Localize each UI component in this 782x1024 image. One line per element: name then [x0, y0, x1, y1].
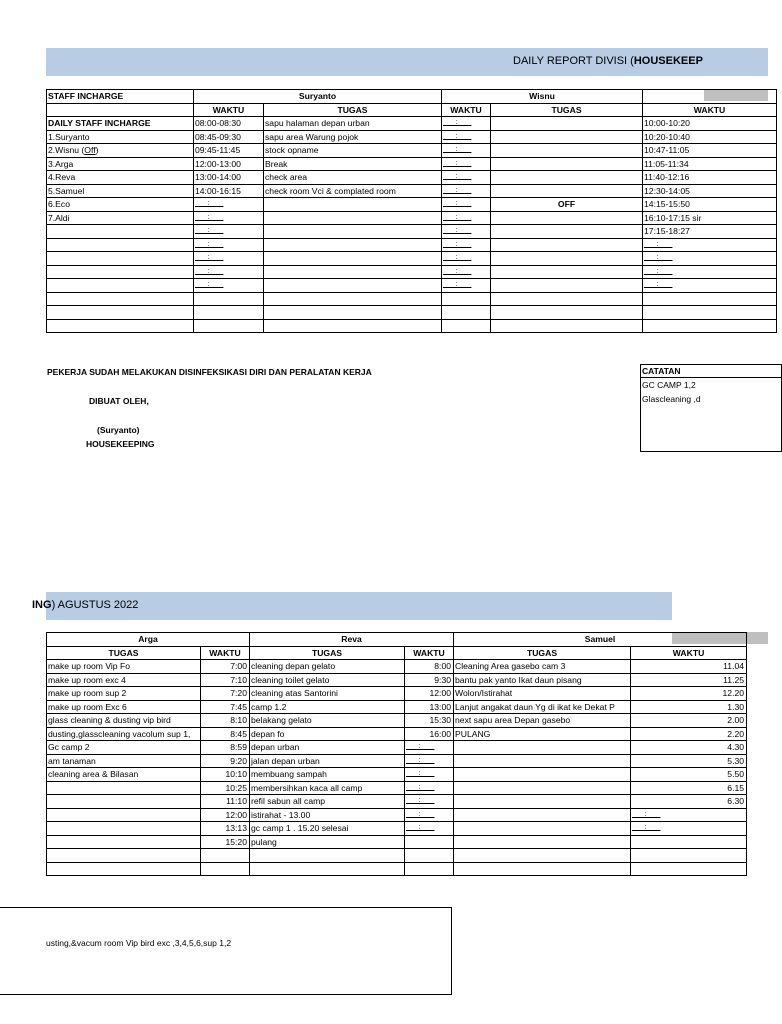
waktu-cell: 9:20 [201, 754, 250, 768]
off-marker: Off [84, 145, 96, 156]
tugas-cell [47, 862, 201, 876]
tugas-header: TUGAS [264, 103, 442, 117]
tugas-cell [47, 822, 201, 836]
tugas-cell [491, 265, 643, 279]
tugas-cell: OFF [491, 198, 643, 212]
made-by-label: DIBUAT OLEH, [89, 396, 149, 406]
waktu-cell: 11.25 [631, 673, 747, 687]
waktu-cell: 10:47-11:05 [643, 144, 777, 158]
table-row [47, 687, 747, 701]
tugas-cell [491, 171, 643, 185]
tugas-cell [264, 211, 442, 225]
table-row [47, 144, 777, 158]
staff-cell [47, 292, 194, 306]
waktu-cell: _ _:_ _ [442, 225, 491, 239]
tugas-cell: dusting,glasscleaning vacolum sup 1, [47, 727, 201, 741]
waktu-cell: _ _:_ _ [405, 741, 454, 755]
waktu-cell: _ _:_ _ [631, 808, 747, 822]
waktu-cell [405, 862, 454, 876]
tugas-cell [264, 292, 442, 306]
table-row [47, 673, 747, 687]
waktu-cell: 16:00 [405, 727, 454, 741]
samuel-header: Samuel [454, 633, 747, 647]
tugas-cell: cleaning atas Santorini [250, 687, 405, 701]
waktu-cell: _ _:_ _ [442, 117, 491, 131]
table-row [47, 211, 777, 225]
tugas-cell [454, 808, 631, 822]
waktu-cell: 4.30 [631, 741, 747, 755]
tugas-cell [264, 265, 442, 279]
tugas-cell [47, 808, 201, 822]
tugas-cell [454, 754, 631, 768]
staff-cell: 5.Samuel [47, 184, 194, 198]
tugas-cell [250, 849, 405, 863]
waktu-header: WAKTU [442, 103, 491, 117]
tugas-cell: make up room Vip Fo [47, 660, 201, 674]
reva-header: Reva [250, 633, 454, 647]
waktu-cell [643, 319, 777, 333]
table-row [47, 279, 777, 293]
waktu-cell: 15:30 [405, 714, 454, 728]
tugas-header: TUGAS [250, 646, 405, 660]
waktu-cell: _ _:_ _ [643, 279, 777, 293]
table-row [47, 306, 777, 320]
table-row [47, 198, 777, 212]
waktu-cell: _ _:_ _ [643, 252, 777, 266]
waktu-cell: _ _:_ _ [442, 157, 491, 171]
tugas-cell: make up room Exc 6 [47, 700, 201, 714]
table-row [47, 225, 777, 239]
tugas-cell: check area [264, 171, 442, 185]
waktu-cell [405, 835, 454, 849]
waktu-cell: 13:00 [405, 700, 454, 714]
waktu-cell: 7:45 [201, 700, 250, 714]
table-header-row [47, 90, 777, 104]
tugas-cell [47, 795, 201, 809]
arga-header: Arga [47, 633, 250, 647]
catatan-box [640, 364, 782, 452]
waktu-cell [631, 849, 747, 863]
tugas-cell [491, 130, 643, 144]
tugas-cell: glass cleaning & dusting vip bird [47, 714, 201, 728]
staff-cell: 7.Aldi [47, 211, 194, 225]
table-subheader-row [47, 103, 777, 117]
waktu-cell: _ _:_ _ [442, 198, 491, 212]
table-row [47, 292, 777, 306]
tugas-cell [491, 252, 643, 266]
waktu-cell: _ _:_ _ [442, 171, 491, 185]
waktu-cell: _ _:_ _ [643, 238, 777, 252]
waktu-cell: 08:00-08:30 [194, 117, 264, 131]
waktu-cell: _ _:_ _ [194, 211, 264, 225]
catatan-line-2: Glascleaning ,d [642, 394, 701, 404]
table-row [47, 130, 777, 144]
tugas-cell: Cleaning Area gasebo cam 3 [454, 660, 631, 674]
empty-cell [47, 103, 194, 117]
table-row [47, 319, 777, 333]
waktu-cell: 8:00 [405, 660, 454, 674]
wisnu-header: Wisnu [442, 90, 643, 104]
staff-cell [47, 238, 194, 252]
table-row [47, 835, 747, 849]
tugas-header: TUGAS [454, 646, 631, 660]
tugas-cell: PULANG [454, 727, 631, 741]
tugas-cell: stock opname [264, 144, 442, 158]
table-row [47, 822, 747, 836]
tugas-cell [47, 835, 201, 849]
staff-cell: 4.Reva [47, 171, 194, 185]
tugas-cell: cleaning depan gelato [250, 660, 405, 674]
tugas-cell [491, 319, 643, 333]
waktu-cell: 12:30-14:05 [643, 184, 777, 198]
waktu-cell: 5.50 [631, 768, 747, 782]
department-label: HOUSEKEEPING [86, 439, 155, 449]
table-subheader-row [47, 646, 747, 660]
waktu-cell: 10:00-10:20 [643, 117, 777, 131]
staff-cell [47, 319, 194, 333]
waktu-cell [442, 306, 491, 320]
waktu-cell: _ _:_ _ [405, 781, 454, 795]
waktu-cell: 14:15-15:50 [643, 198, 777, 212]
table-row [47, 727, 747, 741]
tugas-cell [491, 306, 643, 320]
tugas-cell: camp 1.2 [250, 700, 405, 714]
waktu-cell: _ _:_ _ [442, 252, 491, 266]
staff-schedule-table [46, 89, 777, 333]
tugas-cell [454, 862, 631, 876]
tugas-cell [264, 306, 442, 320]
table-row [47, 768, 747, 782]
catatan-box-wrap [640, 364, 704, 453]
waktu-cell: _ _:_ _ [405, 795, 454, 809]
table-row [47, 265, 777, 279]
table-row [47, 660, 747, 674]
waktu-cell: 16:10-17:15 sir [643, 211, 777, 225]
waktu-cell: _ _:_ _ [194, 265, 264, 279]
table-row [47, 754, 747, 768]
waktu-cell: 11.04 [631, 660, 747, 674]
catatan-line-1: GC CAMP 1,2 [642, 380, 696, 390]
waktu-cell: 8:10 [201, 714, 250, 728]
tugas-cell: sapu area Warung pojok [264, 130, 442, 144]
report-period: ING) AGUSTUS 2022 [32, 599, 139, 611]
table-row [47, 252, 777, 266]
table-row [47, 781, 747, 795]
waktu-cell: _ _:_ _ [442, 265, 491, 279]
tugas-cell [264, 319, 442, 333]
tugas-cell: Gc camp 2 [47, 741, 201, 755]
tugas-cell [491, 144, 643, 158]
waktu-cell: _ _:_ _ [194, 279, 264, 293]
waktu-cell: 6.30 [631, 795, 747, 809]
staff-cell: 6.Eco [47, 198, 194, 212]
staff-schedule-table-wrap [46, 89, 726, 339]
tugas-cell: cleaning toilet gelato [250, 673, 405, 687]
waktu-cell: _ _:_ _ [405, 808, 454, 822]
staff-incharge-header: STAFF INCHARGE [47, 90, 194, 104]
waktu-cell: _ _:_ _ [194, 198, 264, 212]
tugas-cell [250, 862, 405, 876]
tugas-cell: pulang [250, 835, 405, 849]
waktu-cell [643, 306, 777, 320]
tugas-cell [491, 211, 643, 225]
waktu-cell: _ _:_ _ [194, 238, 264, 252]
waktu-cell: 9:30 [405, 673, 454, 687]
waktu-cell: 2.00 [631, 714, 747, 728]
tugas-cell: Break [264, 157, 442, 171]
staff-cell [47, 252, 194, 266]
tugas-cell: check room Vci & complated room [264, 184, 442, 198]
waktu-cell: 13:00-14:00 [194, 171, 264, 185]
tugas-cell [454, 768, 631, 782]
tugas-cell [491, 184, 643, 198]
tugas-cell [491, 238, 643, 252]
table-row [47, 714, 747, 728]
disinfection-note: PEKERJA SUDAH MELAKUKAN DISINFEKSIKASI DIRI DAN PERALATAN KERJA [47, 367, 372, 377]
tugas-cell: belakang gelato [250, 714, 405, 728]
tugas-cell: refil sabun all camp [250, 795, 405, 809]
tugas-cell: membuang sampah [250, 768, 405, 782]
waktu-cell [442, 319, 491, 333]
waktu-cell: 14:00-16:15 [194, 184, 264, 198]
waktu-cell [631, 835, 747, 849]
tugas-cell [47, 781, 201, 795]
waktu-cell [201, 862, 250, 876]
table-row [47, 862, 747, 876]
tugas-cell [264, 279, 442, 293]
waktu-cell [194, 292, 264, 306]
waktu-header: WAKTU [631, 646, 747, 660]
waktu-cell: 5.30 [631, 754, 747, 768]
waktu-header: WAKTU [194, 103, 264, 117]
staff-cell [47, 265, 194, 279]
waktu-cell: 08:45-09:30 [194, 130, 264, 144]
staff-cell: 3.Arga [47, 157, 194, 171]
tugas-cell: bantu pak yanto Ikat daun pisang [454, 673, 631, 687]
bottom-note-box [0, 907, 452, 995]
table-row [47, 795, 747, 809]
tugas-cell: make up room sup 2 [47, 687, 201, 701]
waktu-cell: 10:25 [201, 781, 250, 795]
waktu-cell [442, 292, 491, 306]
waktu-cell: 7:10 [201, 673, 250, 687]
waktu-header: WAKTU [201, 646, 250, 660]
staff-cell: DAILY STAFF INCHARGE [47, 117, 194, 131]
tugas-cell: membersihkan kaca all camp [250, 781, 405, 795]
task-table-wrap [46, 632, 745, 880]
tugas-cell [454, 781, 631, 795]
tugas-cell: make up room exc 4 [47, 673, 201, 687]
tugas-cell [264, 252, 442, 266]
waktu-cell: _ _:_ _ [405, 822, 454, 836]
table-row [47, 849, 747, 863]
waktu-cell: _ _:_ _ [442, 279, 491, 293]
tugas-cell: am tanaman [47, 754, 201, 768]
tugas-cell: next sapu area Depan gasebo [454, 714, 631, 728]
staff-cell [47, 306, 194, 320]
waktu-cell: _ _:_ _ [405, 768, 454, 782]
suryanto-header: Suryanto [194, 90, 442, 104]
waktu-cell: 15:20 [201, 835, 250, 849]
tugas-cell [47, 849, 201, 863]
waktu-cell: _ _:_ _ [643, 265, 777, 279]
waktu-cell: _ _:_ _ [194, 225, 264, 239]
table-row [47, 700, 747, 714]
waktu-cell [631, 862, 747, 876]
tugas-cell [264, 198, 442, 212]
table-row [47, 157, 777, 171]
bottom-note-text: usting,&vacum room Vip bird exc ,3,4,5,6,sup 1,2 [46, 938, 232, 948]
waktu-header: WAKTU [405, 646, 454, 660]
report-title: DAILY REPORT DIVISI (HOUSEKEEP [513, 55, 703, 67]
tugas-cell [491, 225, 643, 239]
waktu-cell: _ _:_ _ [442, 144, 491, 158]
waktu-cell: 12.20 [631, 687, 747, 701]
waktu-cell: 8:59 [201, 741, 250, 755]
waktu-cell [405, 849, 454, 863]
extra-header [643, 90, 777, 104]
table-row [47, 741, 747, 755]
table-row [47, 238, 777, 252]
waktu-cell: 10:20-10:40 [643, 130, 777, 144]
tugas-cell [491, 279, 643, 293]
tugas-cell [454, 835, 631, 849]
table-row [47, 184, 777, 198]
waktu-cell: _ _:_ _ [405, 754, 454, 768]
waktu-cell: 17:15-18:27 [643, 225, 777, 239]
tugas-cell: depan urban [250, 741, 405, 755]
tugas-cell: istirahat - 13.00 [250, 808, 405, 822]
waktu-cell: 8:45 [201, 727, 250, 741]
waktu-cell: 12:00-13:00 [194, 157, 264, 171]
staff-cell: 1.Suryanto [47, 130, 194, 144]
tugas-cell: Lanjut angakat daun Yg di ikat ke Dekat P [454, 700, 631, 714]
report-banner-top [46, 48, 768, 76]
tugas-cell [491, 117, 643, 131]
staff-cell: 2.Wisnu (Off) [47, 144, 194, 158]
waktu-cell: 09:45-11:45 [194, 144, 264, 158]
waktu-cell: 10:10 [201, 768, 250, 782]
tugas-cell [264, 225, 442, 239]
staff-cell [47, 279, 194, 293]
waktu-cell: 12:00 [201, 808, 250, 822]
tugas-cell [491, 292, 643, 306]
tugas-cell [454, 741, 631, 755]
waktu-cell [194, 319, 264, 333]
waktu-cell: 2.20 [631, 727, 747, 741]
tugas-cell [454, 795, 631, 809]
staff-cell [47, 225, 194, 239]
report-banner-bottom [32, 592, 672, 620]
tugas-cell: depan fo [250, 727, 405, 741]
waktu-cell: 6.15 [631, 781, 747, 795]
waktu-cell [194, 306, 264, 320]
signer-name: (Suryanto) [97, 425, 140, 435]
waktu-cell: _ _:_ _ [442, 238, 491, 252]
waktu-cell: 11:40-12:16 [643, 171, 777, 185]
tugas-cell: sapu halaman depan urban [264, 117, 442, 131]
tugas-header: TUGAS [491, 103, 643, 117]
tugas-cell [491, 157, 643, 171]
waktu-cell [643, 292, 777, 306]
waktu-cell: _ _:_ _ [442, 184, 491, 198]
waktu-cell: _ _:_ _ [442, 211, 491, 225]
waktu-cell: 11:05-11:34 [643, 157, 777, 171]
waktu-cell: 7:00 [201, 660, 250, 674]
catatan-title: CATATAN [642, 366, 681, 376]
table-row [47, 117, 777, 131]
tugas-cell: cleaning area & Bilasan [47, 768, 201, 782]
task-table [46, 632, 747, 876]
waktu-cell: 11:10 [201, 795, 250, 809]
waktu-cell: 13:13 [201, 822, 250, 836]
waktu-cell [201, 849, 250, 863]
tugas-cell: gc camp 1 . 15.20 selesai [250, 822, 405, 836]
waktu-cell: _ _:_ _ [631, 822, 747, 836]
tugas-cell [454, 822, 631, 836]
tugas-cell [454, 849, 631, 863]
tugas-cell: Wolon/Istirahat [454, 687, 631, 701]
waktu-cell: _ _:_ _ [194, 252, 264, 266]
tugas-cell [264, 238, 442, 252]
waktu-header: WAKTU [643, 103, 777, 117]
table-row [47, 171, 777, 185]
waktu-cell: 1.30 [631, 700, 747, 714]
waktu-cell: _ _:_ _ [442, 130, 491, 144]
tugas-header: TUGAS [47, 646, 201, 660]
table-header-row [47, 633, 747, 647]
tugas-cell: jalan depan urban [250, 754, 405, 768]
waktu-cell: 7:20 [201, 687, 250, 701]
table-row [47, 808, 747, 822]
waktu-cell: 12:00 [405, 687, 454, 701]
